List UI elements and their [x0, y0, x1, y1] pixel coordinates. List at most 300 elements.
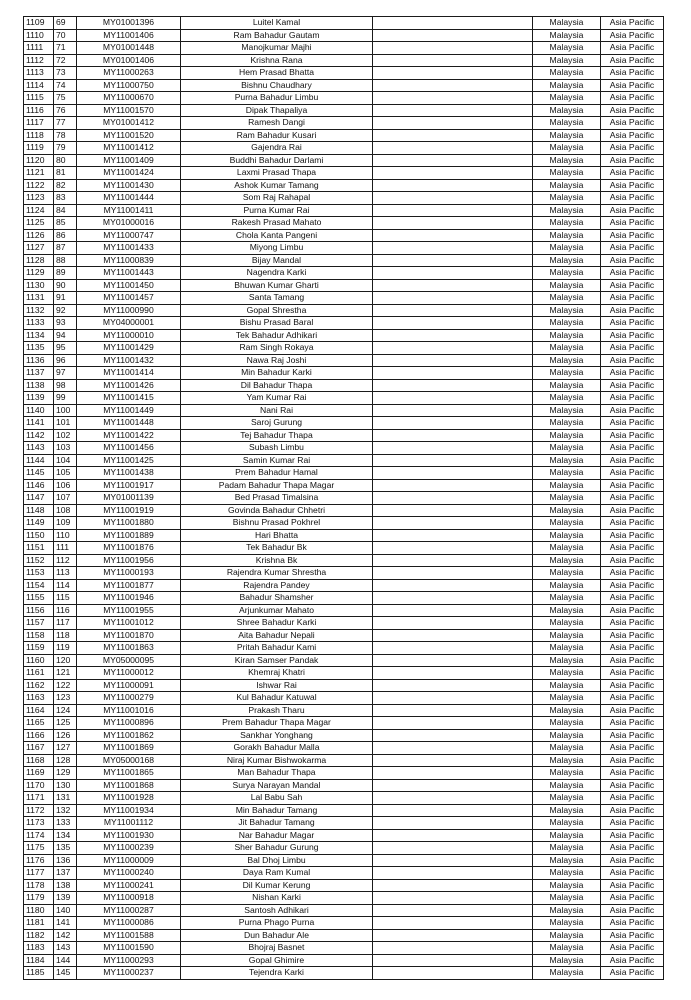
table-row [24, 879, 664, 892]
table-row [24, 817, 664, 830]
blank-cell [373, 329, 533, 342]
row-number-cell: 88 [54, 254, 77, 267]
row-number-cell: 107 [54, 492, 77, 505]
member-name-cell: Manojkumar Majhi [181, 42, 373, 55]
blank-cell [373, 567, 533, 580]
row-number-cell: 112 [54, 554, 77, 567]
member-name-cell: Govinda Bahadur Chhetri [181, 504, 373, 517]
member-name-cell: Bishu Prasad Baral [181, 317, 373, 330]
member-id-cell: MY11001448 [77, 417, 181, 430]
serial-number-cell: 1160 [24, 654, 54, 667]
serial-number-cell: 1153 [24, 567, 54, 580]
row-number-cell: 81 [54, 167, 77, 180]
country-cell: Malaysia [533, 92, 601, 105]
region-cell: Asia Pacific [601, 642, 664, 655]
table-row [24, 967, 664, 980]
table-row [24, 292, 664, 305]
blank-cell [373, 379, 533, 392]
row-number-cell: 102 [54, 429, 77, 442]
region-cell: Asia Pacific [601, 492, 664, 505]
country-cell: Malaysia [533, 104, 601, 117]
blank-cell [373, 354, 533, 367]
row-number-cell: 94 [54, 329, 77, 342]
region-cell: Asia Pacific [601, 279, 664, 292]
table-row [24, 504, 664, 517]
blank-cell [373, 654, 533, 667]
blank-cell [373, 742, 533, 755]
table-row [24, 454, 664, 467]
member-id-cell: MY11001876 [77, 542, 181, 555]
member-id-cell: MY05000095 [77, 654, 181, 667]
country-cell: Malaysia [533, 329, 601, 342]
member-id-cell: MY11001930 [77, 829, 181, 842]
table-row [24, 942, 664, 955]
region-cell: Asia Pacific [601, 729, 664, 742]
serial-number-cell: 1168 [24, 754, 54, 767]
country-cell: Malaysia [533, 679, 601, 692]
row-number-cell: 138 [54, 879, 77, 892]
member-name-cell: Prem Bahadur Hamal [181, 467, 373, 480]
table-row [24, 917, 664, 930]
region-cell: Asia Pacific [601, 679, 664, 692]
member-name-cell: Krishna Rana [181, 54, 373, 67]
blank-cell [373, 579, 533, 592]
region-cell: Asia Pacific [601, 417, 664, 430]
blank-cell [373, 429, 533, 442]
serial-number-cell: 1112 [24, 54, 54, 67]
blank-cell [373, 417, 533, 430]
member-id-cell: MY11001409 [77, 154, 181, 167]
region-cell: Asia Pacific [601, 429, 664, 442]
table-row [24, 754, 664, 767]
region-cell: Asia Pacific [601, 467, 664, 480]
blank-cell [373, 179, 533, 192]
country-cell: Malaysia [533, 192, 601, 205]
row-number-cell: 103 [54, 442, 77, 455]
serial-number-cell: 1126 [24, 229, 54, 242]
serial-number-cell: 1135 [24, 342, 54, 355]
table-row [24, 117, 664, 130]
member-id-cell: MY11001430 [77, 179, 181, 192]
member-name-cell: Padam Bahadur Thapa Magar [181, 479, 373, 492]
member-id-cell: MY11001422 [77, 429, 181, 442]
country-cell: Malaysia [533, 917, 601, 930]
country-cell: Malaysia [533, 117, 601, 130]
blank-cell [373, 542, 533, 555]
table-row [24, 704, 664, 717]
table-row [24, 779, 664, 792]
blank-cell [373, 292, 533, 305]
country-cell: Malaysia [533, 429, 601, 442]
serial-number-cell: 1142 [24, 429, 54, 442]
row-number-cell: 144 [54, 954, 77, 967]
blank-cell [373, 904, 533, 917]
row-number-cell: 105 [54, 467, 77, 480]
region-cell: Asia Pacific [601, 629, 664, 642]
member-name-cell: Bishnu Chaudhary [181, 79, 373, 92]
member-name-cell: Dun Bahadur Ale [181, 929, 373, 942]
member-id-cell: MY11001444 [77, 192, 181, 205]
member-name-cell: Bahadur Shamsher [181, 592, 373, 605]
table-row [24, 717, 664, 730]
member-name-cell: Som Raj Rahapal [181, 192, 373, 205]
serial-number-cell: 1156 [24, 604, 54, 617]
table-row [24, 692, 664, 705]
row-number-cell: 109 [54, 517, 77, 530]
serial-number-cell: 1184 [24, 954, 54, 967]
serial-number-cell: 1119 [24, 142, 54, 155]
country-cell: Malaysia [533, 467, 601, 480]
table-row [24, 142, 664, 155]
table-row [24, 529, 664, 542]
member-name-cell: Tej Bahadur Thapa [181, 429, 373, 442]
blank-cell [373, 854, 533, 867]
table-row [24, 829, 664, 842]
serial-number-cell: 1147 [24, 492, 54, 505]
member-id-cell: MY11001016 [77, 704, 181, 717]
region-cell: Asia Pacific [601, 742, 664, 755]
blank-cell [373, 167, 533, 180]
country-cell: Malaysia [533, 654, 601, 667]
table-row [24, 254, 664, 267]
member-name-cell: Rajendra Kumar Shrestha [181, 567, 373, 580]
serial-number-cell: 1155 [24, 592, 54, 605]
member-id-cell: MY01001448 [77, 42, 181, 55]
member-id-cell: MY11000990 [77, 304, 181, 317]
region-cell: Asia Pacific [601, 254, 664, 267]
member-name-cell: Nishan Karki [181, 892, 373, 905]
blank-cell [373, 529, 533, 542]
row-number-cell: 75 [54, 92, 77, 105]
table-row [24, 242, 664, 255]
region-cell: Asia Pacific [601, 79, 664, 92]
country-cell: Malaysia [533, 454, 601, 467]
region-cell: Asia Pacific [601, 92, 664, 105]
blank-cell [373, 704, 533, 717]
blank-cell [373, 442, 533, 455]
region-cell: Asia Pacific [601, 842, 664, 855]
table-row [24, 67, 664, 80]
blank-cell [373, 392, 533, 405]
table-row [24, 792, 664, 805]
row-number-cell: 135 [54, 842, 77, 855]
country-cell: Malaysia [533, 479, 601, 492]
member-name-cell: Prem Bahadur Thapa Magar [181, 717, 373, 730]
country-cell: Malaysia [533, 54, 601, 67]
blank-cell [373, 817, 533, 830]
serial-number-cell: 1111 [24, 42, 54, 55]
blank-cell [373, 42, 533, 55]
serial-number-cell: 1128 [24, 254, 54, 267]
member-id-cell: MY11001457 [77, 292, 181, 305]
member-name-cell: Nagendra Karki [181, 267, 373, 280]
row-number-cell: 129 [54, 767, 77, 780]
table-row [24, 29, 664, 42]
row-number-cell: 145 [54, 967, 77, 980]
member-name-cell: Jit Bahadur Tamang [181, 817, 373, 830]
member-name-cell: Dipak Thapaliya [181, 104, 373, 117]
member-id-cell: MY11001955 [77, 604, 181, 617]
country-cell: Malaysia [533, 604, 601, 617]
serial-number-cell: 1174 [24, 829, 54, 842]
country-cell: Malaysia [533, 217, 601, 230]
member-name-cell: Hari Bhatta [181, 529, 373, 542]
row-number-cell: 95 [54, 342, 77, 355]
country-cell: Malaysia [533, 892, 601, 905]
member-id-cell: MY11001406 [77, 29, 181, 42]
member-id-cell: MY11001414 [77, 367, 181, 380]
blank-cell [373, 104, 533, 117]
serial-number-cell: 1110 [24, 29, 54, 42]
member-id-cell: MY11000750 [77, 79, 181, 92]
row-number-cell: 76 [54, 104, 77, 117]
member-id-cell: MY11001877 [77, 579, 181, 592]
table-row [24, 679, 664, 692]
member-id-cell: MY11001919 [77, 504, 181, 517]
member-name-cell: Dil Bahadur Thapa [181, 379, 373, 392]
member-name-cell: Bed Prasad Timalsina [181, 492, 373, 505]
table-row [24, 392, 664, 405]
region-cell: Asia Pacific [601, 317, 664, 330]
member-name-cell: Tek Bahadur Bk [181, 542, 373, 555]
serial-number-cell: 1130 [24, 279, 54, 292]
serial-number-cell: 1133 [24, 317, 54, 330]
row-number-cell: 69 [54, 17, 77, 30]
row-number-cell: 86 [54, 229, 77, 242]
blank-cell [373, 829, 533, 842]
member-name-cell: Tejendra Karki [181, 967, 373, 980]
serial-number-cell: 1151 [24, 542, 54, 555]
blank-cell [373, 867, 533, 880]
member-id-cell: MY11001456 [77, 442, 181, 455]
blank-cell [373, 192, 533, 205]
member-name-cell: Hem Prasad Bhatta [181, 67, 373, 80]
blank-cell [373, 517, 533, 530]
table-row [24, 804, 664, 817]
region-cell: Asia Pacific [601, 529, 664, 542]
member-name-cell: Ram Bahadur Gautam [181, 29, 373, 42]
region-cell: Asia Pacific [601, 692, 664, 705]
blank-cell [373, 367, 533, 380]
row-number-cell: 141 [54, 917, 77, 930]
region-cell: Asia Pacific [601, 379, 664, 392]
row-number-cell: 70 [54, 29, 77, 42]
member-id-cell: MY11001570 [77, 104, 181, 117]
member-id-cell: MY11001863 [77, 642, 181, 655]
blank-cell [373, 917, 533, 930]
member-id-cell: MY01001406 [77, 54, 181, 67]
region-cell: Asia Pacific [601, 904, 664, 917]
region-cell: Asia Pacific [601, 854, 664, 867]
serial-number-cell: 1138 [24, 379, 54, 392]
table-row [24, 342, 664, 355]
region-cell: Asia Pacific [601, 54, 664, 67]
serial-number-cell: 1139 [24, 392, 54, 405]
serial-number-cell: 1129 [24, 267, 54, 280]
country-cell: Malaysia [533, 867, 601, 880]
row-number-cell: 106 [54, 479, 77, 492]
serial-number-cell: 1162 [24, 679, 54, 692]
country-cell: Malaysia [533, 42, 601, 55]
region-cell: Asia Pacific [601, 142, 664, 155]
blank-cell [373, 254, 533, 267]
member-name-cell: Prakash Tharu [181, 704, 373, 717]
region-cell: Asia Pacific [601, 879, 664, 892]
row-number-cell: 77 [54, 117, 77, 130]
row-number-cell: 80 [54, 154, 77, 167]
country-cell: Malaysia [533, 392, 601, 405]
blank-cell [373, 454, 533, 467]
region-cell: Asia Pacific [601, 704, 664, 717]
table-row [24, 579, 664, 592]
table-row [24, 17, 664, 30]
row-number-cell: 126 [54, 729, 77, 742]
member-name-cell: Miyong Limbu [181, 242, 373, 255]
blank-cell [373, 929, 533, 942]
country-cell: Malaysia [533, 229, 601, 242]
member-name-cell: Min Bahadur Karki [181, 367, 373, 380]
serial-number-cell: 1125 [24, 217, 54, 230]
row-number-cell: 122 [54, 679, 77, 692]
member-id-cell: MY11000263 [77, 67, 181, 80]
table-row [24, 192, 664, 205]
member-name-cell: Daya Ram Kumal [181, 867, 373, 880]
row-number-cell: 127 [54, 742, 77, 755]
member-name-cell: Gorakh Bahadur Malla [181, 742, 373, 755]
region-cell: Asia Pacific [601, 504, 664, 517]
serial-number-cell: 1166 [24, 729, 54, 742]
member-name-cell: Luitel Kamal [181, 17, 373, 30]
member-name-cell: Ramesh Dangi [181, 117, 373, 130]
region-cell: Asia Pacific [601, 592, 664, 605]
serial-number-cell: 1176 [24, 854, 54, 867]
row-number-cell: 78 [54, 129, 77, 142]
member-id-cell: MY11000239 [77, 842, 181, 855]
region-cell: Asia Pacific [601, 217, 664, 230]
country-cell: Malaysia [533, 779, 601, 792]
country-cell: Malaysia [533, 854, 601, 867]
table-row [24, 954, 664, 967]
member-name-cell: Gajendra Rai [181, 142, 373, 155]
blank-cell [373, 892, 533, 905]
serial-number-cell: 1116 [24, 104, 54, 117]
serial-number-cell: 1180 [24, 904, 54, 917]
table-row [24, 729, 664, 742]
serial-number-cell: 1124 [24, 204, 54, 217]
table-row [24, 542, 664, 555]
country-cell: Malaysia [533, 642, 601, 655]
member-id-cell: MY01000016 [77, 217, 181, 230]
serial-number-cell: 1123 [24, 192, 54, 205]
serial-number-cell: 1137 [24, 367, 54, 380]
serial-number-cell: 1161 [24, 667, 54, 680]
serial-number-cell: 1185 [24, 967, 54, 980]
region-cell: Asia Pacific [601, 579, 664, 592]
member-id-cell: MY11001443 [77, 267, 181, 280]
row-number-cell: 113 [54, 567, 77, 580]
region-cell: Asia Pacific [601, 242, 664, 255]
member-id-cell: MY11001438 [77, 467, 181, 480]
region-cell: Asia Pacific [601, 442, 664, 455]
member-id-cell: MY11001917 [77, 479, 181, 492]
serial-number-cell: 1169 [24, 767, 54, 780]
table-row [24, 329, 664, 342]
row-number-cell: 111 [54, 542, 77, 555]
country-cell: Malaysia [533, 417, 601, 430]
member-name-cell: Lal Babu Sah [181, 792, 373, 805]
country-cell: Malaysia [533, 179, 601, 192]
member-id-cell: MY11000293 [77, 954, 181, 967]
member-name-cell: Dil Kumar Kerung [181, 879, 373, 892]
row-number-cell: 120 [54, 654, 77, 667]
region-cell: Asia Pacific [601, 367, 664, 380]
serial-number-cell: 1132 [24, 304, 54, 317]
table-row [24, 79, 664, 92]
serial-number-cell: 1159 [24, 642, 54, 655]
member-name-cell: Shree Bahadur Karki [181, 617, 373, 630]
member-name-cell: Nani Rai [181, 404, 373, 417]
member-id-cell: MY11001946 [77, 592, 181, 605]
region-cell: Asia Pacific [601, 329, 664, 342]
country-cell: Malaysia [533, 167, 601, 180]
member-id-cell: MY11001449 [77, 404, 181, 417]
member-id-cell: MY11000012 [77, 667, 181, 680]
region-cell: Asia Pacific [601, 29, 664, 42]
row-number-cell: 143 [54, 942, 77, 955]
region-cell: Asia Pacific [601, 829, 664, 842]
member-id-cell: MY11000193 [77, 567, 181, 580]
serial-number-cell: 1127 [24, 242, 54, 255]
blank-cell [373, 129, 533, 142]
country-cell: Malaysia [533, 704, 601, 717]
table-row [24, 929, 664, 942]
country-cell: Malaysia [533, 567, 601, 580]
serial-number-cell: 1140 [24, 404, 54, 417]
country-cell: Malaysia [533, 442, 601, 455]
table-row [24, 154, 664, 167]
row-number-cell: 90 [54, 279, 77, 292]
member-name-cell: Ashok Kumar Tamang [181, 179, 373, 192]
country-cell: Malaysia [533, 517, 601, 530]
region-cell: Asia Pacific [601, 942, 664, 955]
row-number-cell: 84 [54, 204, 77, 217]
table-row [24, 867, 664, 880]
table-row [24, 629, 664, 642]
blank-cell [373, 17, 533, 30]
country-cell: Malaysia [533, 292, 601, 305]
serial-number-cell: 1149 [24, 517, 54, 530]
member-id-cell: MY11001869 [77, 742, 181, 755]
row-number-cell: 74 [54, 79, 77, 92]
country-cell: Malaysia [533, 767, 601, 780]
country-cell: Malaysia [533, 142, 601, 155]
country-cell: Malaysia [533, 754, 601, 767]
member-name-cell: Gopal Ghimire [181, 954, 373, 967]
member-name-cell: Niraj Kumar Bishwokarma [181, 754, 373, 767]
table-row [24, 654, 664, 667]
serial-number-cell: 1144 [24, 454, 54, 467]
row-number-cell: 99 [54, 392, 77, 405]
member-name-cell: Santa Tamang [181, 292, 373, 305]
country-cell: Malaysia [533, 542, 601, 555]
region-cell: Asia Pacific [601, 179, 664, 192]
blank-cell [373, 154, 533, 167]
table-row [24, 54, 664, 67]
blank-cell [373, 54, 533, 67]
country-cell: Malaysia [533, 154, 601, 167]
member-id-cell: MY11000918 [77, 892, 181, 905]
region-cell: Asia Pacific [601, 667, 664, 680]
